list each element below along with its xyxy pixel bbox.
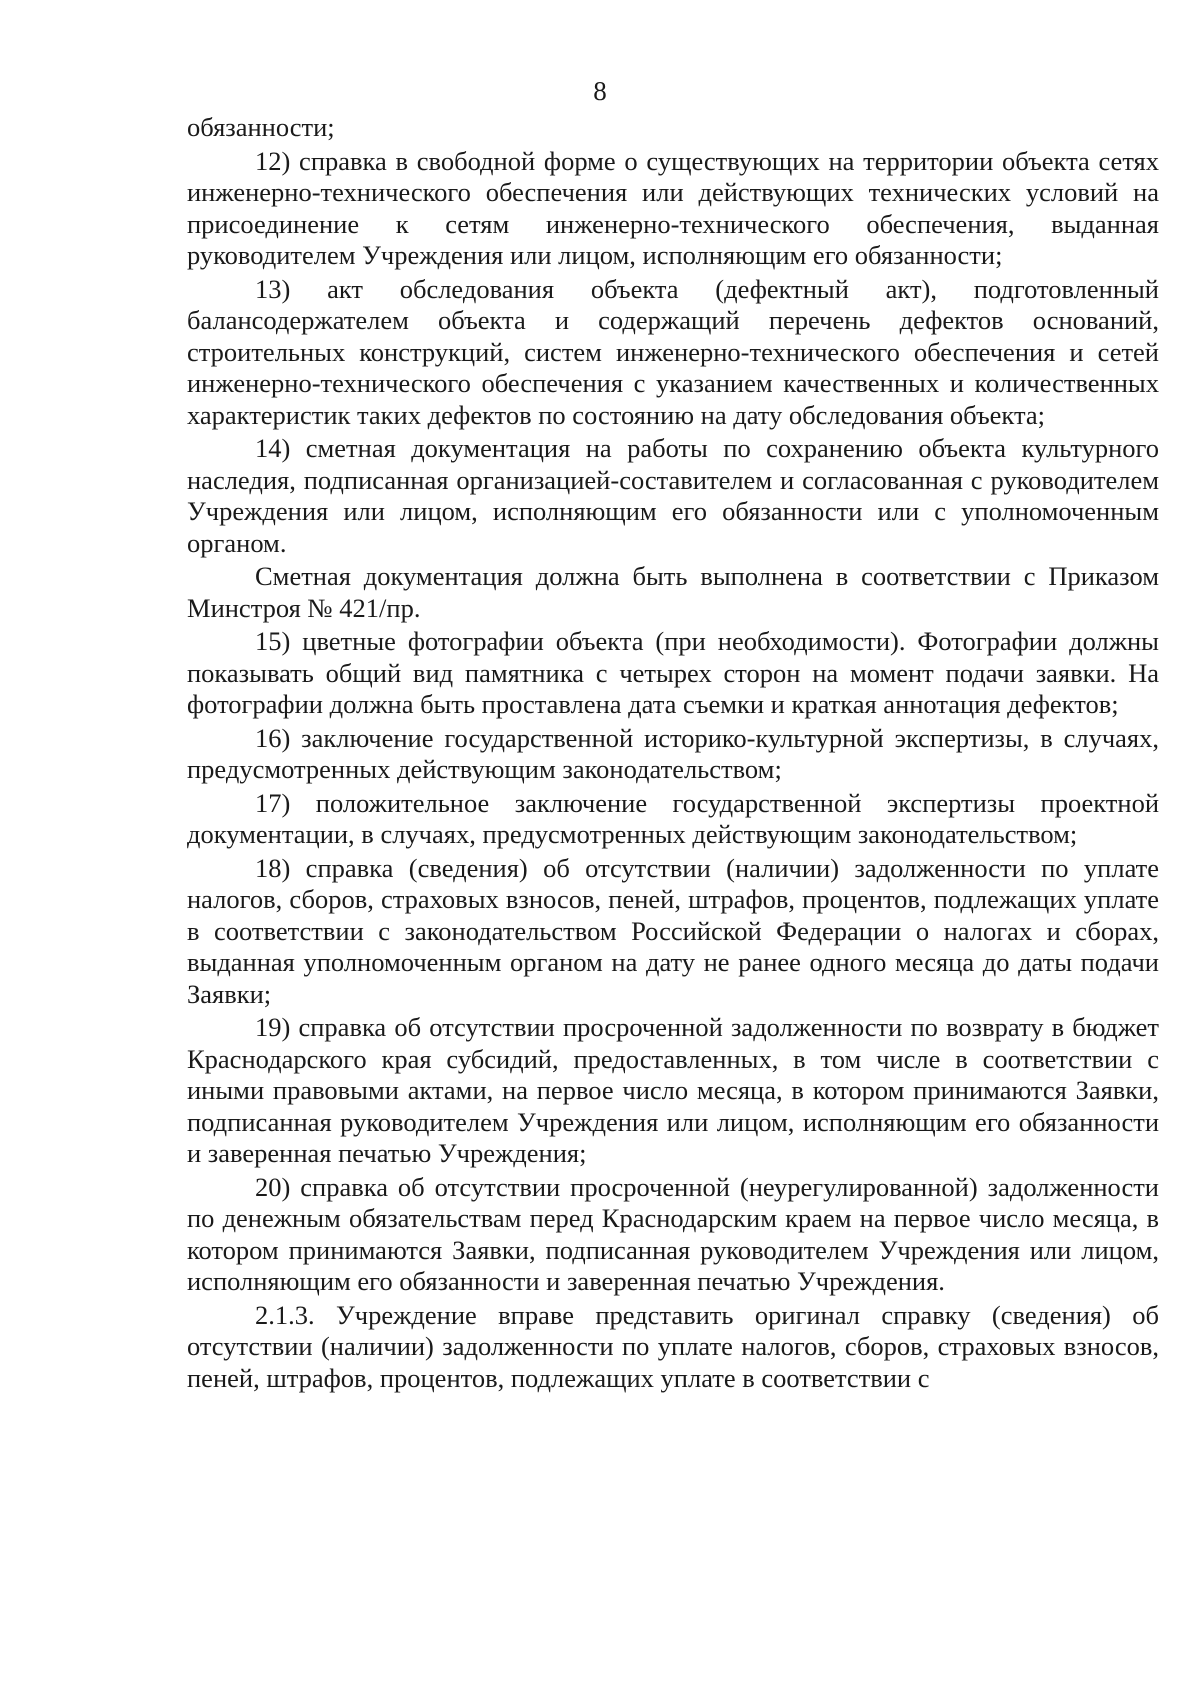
paragraph-item-14: 14) сметная документация на работы по сохранению объекта культурного наследия, подписанная организацией-составителем и согласованная с руководителем Учреждения или лицом, исполняющим его обязанности или с уполномоченным органом. [187, 433, 1159, 558]
paragraph-continuation: обязанности; [187, 112, 335, 142]
paragraph-item-16: 16) заключение государственной историко-культурной экспертизы, в случаях, предусмотренных действующим законодательством; [187, 722, 1159, 784]
paragraph-item-12: 12) справка в свободной форме о существующих на территории объекта сетях инженерно-технического обеспечения или действующих технических условий на присоединение к сетям инженерно-технического обеспечения, выданная руководителем Учреждения или лицом, исполняющим его обязанности; [187, 145, 1159, 270]
paragraph-item-19: 19) справка об отсутствии просроченной задолженности по возврату в бюджет Краснодарского края субсидий, предоставленных, в том числе в соответствии с иными правовыми актами, на первое число месяца, в котором принимаются Заявки, подписанная руководителем Учреждения или лицом, исполняющим его обязанности и заверенная печатью Учреждения; [187, 1012, 1159, 1168]
paragraph-item-15: 15) цветные фотографии объекта (при необходимости). Фотографии должны показывать общий вид памятника с четырех сторон на момент подачи заявки. На фотографии должна быть проставлена дата съемки и краткая аннотация дефектов; [187, 626, 1159, 719]
document-body [187, 112, 1159, 1394]
page-number: 8 [593, 76, 607, 106]
paragraph-item-20: 20) справка об отсутствии просроченной (неурегулированной) задолженности по денежным обязательствам перед Краснодарским краем на первое число месяца, в котором принимаются Заявки, подписанная руководителем Учреждения или лицом, исполняющим его обязанности и заверенная печатью Учреждения. [187, 1171, 1159, 1296]
paragraph-estimate-note: Сметная документация должна быть выполнена в соответствии с Приказом Минстроя № 421/пр. [187, 561, 1159, 623]
paragraph-item-17: 17) положительное заключение государственной экспертизы проектной документации, в случаях, предусмотренных действующим законодательством; [187, 787, 1159, 849]
paragraph-section-2-1-3: 2.1.3. Учреждение вправе представить оригинал справку (сведения) об отсутствии (наличии) задолженности по уплате налогов, сборов, страховых взносов, пеней, штрафов, процентов, подлежащих уплате в соответствии с [187, 1299, 1159, 1393]
paragraph-item-18: 18) справка (сведения) об отсутствии (наличии) задолженности по уплате налогов, сборов, страховых взносов, пеней, штрафов, процентов, подлежащих уплате в соответствии с законодательством Российской Федерации о налогах и сборах, выданная уполномоченным органом на дату не ранее одного месяца до даты подачи Заявки; [187, 852, 1159, 1009]
paragraph-item-13: 13) акт обследования объекта (дефектный акт), подготовленный балансодержателем объекта и содержащий перечень дефектов оснований, строительных конструкций, систем инженерно-технического обеспечения и сетей инженерно-технического обеспечения с указанием качественных и количественных характеристик таких дефектов по состоянию на дату обследования объекта; [187, 273, 1159, 430]
